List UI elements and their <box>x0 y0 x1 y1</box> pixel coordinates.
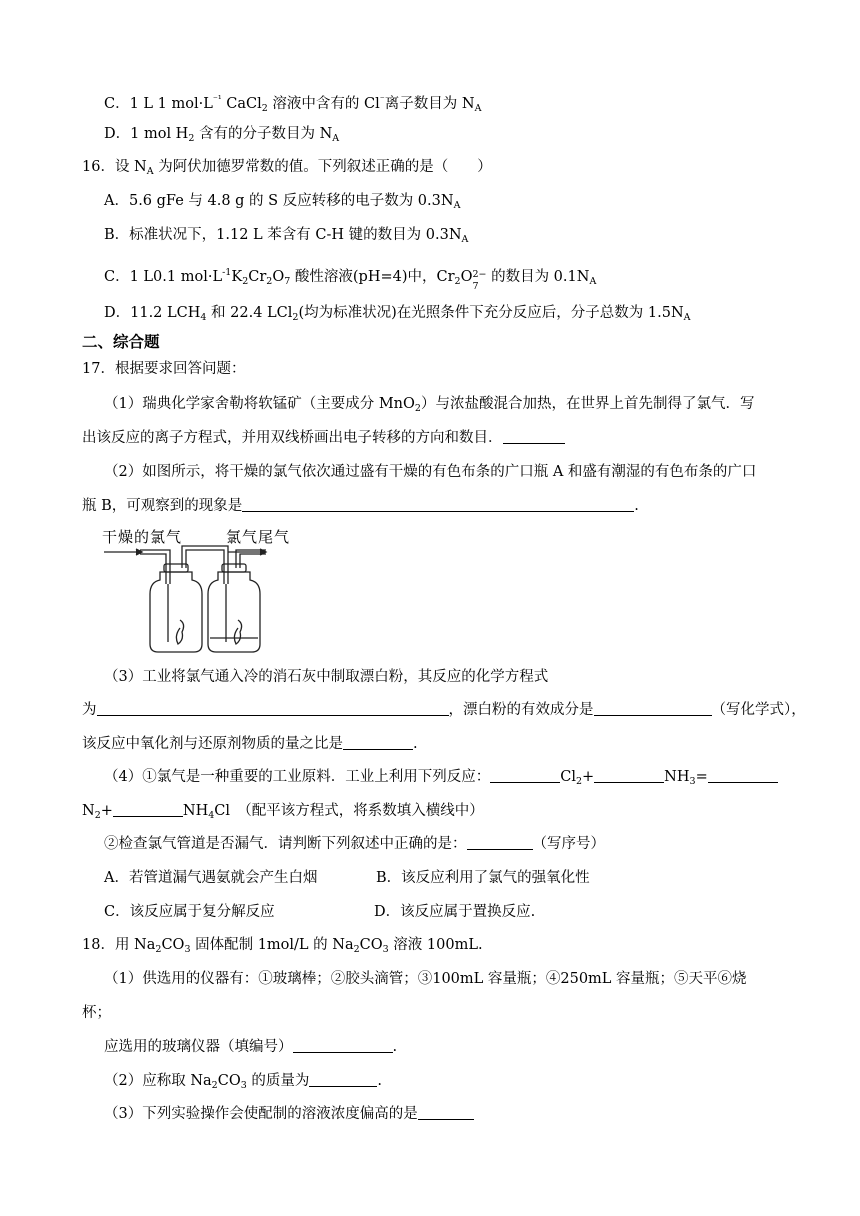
q17-part3-line2 <box>82 700 806 720</box>
answer-blank[interactable] <box>467 835 533 850</box>
text: （2）应称取 Na <box>104 1073 212 1089</box>
text: CO <box>161 937 185 953</box>
text: 酸性溶液(pH=4)中，Cr <box>290 269 455 285</box>
text: O <box>272 269 285 285</box>
subscript: 2 <box>211 1080 218 1091</box>
text: Cr <box>248 269 267 285</box>
text: （写序号） <box>532 836 605 852</box>
text: K <box>231 269 243 285</box>
text: D．1 mol H <box>104 126 189 142</box>
q15-option-c <box>104 90 481 119</box>
text: 含有的分子数目为 N <box>194 126 333 142</box>
superscript: -1 <box>222 267 232 278</box>
text: 16．设 N <box>82 159 147 175</box>
answer-blank[interactable] <box>309 1072 377 1087</box>
superscript: 2− <box>472 269 487 280</box>
text: ）与浓盐酸混合加热，在世界上首先制得了氯气．写 <box>420 396 755 412</box>
q18-part3 <box>104 1104 474 1124</box>
answer-blank[interactable] <box>97 701 449 716</box>
text: 瓶 B，可观察到的现象是 <box>82 498 243 514</box>
figure-label-dry-chlorine: 干燥的氯气 <box>102 528 183 546</box>
answer-blank[interactable] <box>503 429 565 444</box>
text: CO <box>217 1073 241 1089</box>
q18-part1-line2: 杯； <box>82 1005 111 1021</box>
q16-stem <box>82 157 492 182</box>
text: （4）①氯气是一种重要的工业原料．工业上利用下列反应： <box>104 769 491 785</box>
text: 18．用 Na <box>82 937 156 953</box>
subscript: 2 <box>414 403 421 414</box>
q17-part4-line3 <box>104 834 605 854</box>
subscript: 2 <box>242 276 249 287</box>
q18-part1-line1: （1）供选用的仪器有：①玻璃棒；②胶头滴管；③100mL 容量瓶；④250mL 容量瓶；⑤天平⑥烧 <box>104 971 747 987</box>
superscript: ⁻ <box>379 94 385 105</box>
text: CaCl <box>221 96 262 112</box>
q17-part3-line1: （3）工业将氯气通入冷的消石灰中制取漂白粉，其反应的化学方程式 <box>104 669 549 685</box>
text: ②检查氯气管道是否漏气．请判断下列叙述中正确的是： <box>104 836 467 852</box>
q17-part2-line2 <box>82 496 639 516</box>
q17-option-a: A．若管道漏气遇氨就会产生白烟 <box>104 870 318 886</box>
answer-blank[interactable] <box>594 768 664 783</box>
text: C．1 L0.1 mol·L <box>104 269 223 285</box>
q18-part1-line3 <box>104 1037 397 1057</box>
text: 离子数目为 N <box>384 96 475 112</box>
answer-blank[interactable] <box>490 768 560 783</box>
text: = <box>695 769 708 785</box>
text: CO <box>359 937 383 953</box>
subscript: 2 <box>94 810 101 821</box>
text: O <box>460 269 473 285</box>
q17-part4-line2 <box>82 801 484 826</box>
text: . <box>634 498 639 514</box>
subscript: 7 <box>284 276 291 287</box>
q17-option-b: B．该反应利用了氯气的强氧化性 <box>376 870 590 886</box>
subscript: 4 <box>208 810 215 821</box>
subscript: A <box>453 200 461 211</box>
text: B．标准状况下，1.12 L 苯含有 C-H 键的数目为 0.3N <box>104 227 462 243</box>
text: D．11.2 LCH <box>104 305 201 321</box>
text: Cl <box>560 769 576 785</box>
subscript: A <box>683 312 691 323</box>
text: 出该反应的离子方程式，并用双线桥画出电子转移的方向和数目． <box>82 430 503 446</box>
subscript: 7 <box>472 281 479 292</box>
answer-blank[interactable] <box>113 802 183 817</box>
text: 为阿伏加德罗常数的值。下列叙述正确的是（ ） <box>153 159 492 175</box>
section-title: 二、综合题 <box>82 332 160 351</box>
text: 为 <box>82 702 97 718</box>
text: A．5.6 gFe 与 4.8 g 的 S 反应转移的电子数为 0.3N <box>104 193 454 209</box>
q16-option-d <box>104 303 691 328</box>
text: Cl （配平该方程式，将系数填入横线中） <box>214 803 484 819</box>
text: . <box>377 1073 382 1089</box>
subscript: 3 <box>689 776 696 787</box>
text: + <box>582 769 595 785</box>
text: C．1 L 1 mol·L <box>104 96 213 112</box>
subscript: 2 <box>261 103 268 114</box>
answer-blank[interactable] <box>418 1105 474 1120</box>
apparatus-figure <box>100 524 310 656</box>
text: （3）下列实验操作会使配制的溶液浓度偏高的是 <box>104 1106 418 1122</box>
subscript: 2 <box>266 276 273 287</box>
answer-blank[interactable] <box>708 768 778 783</box>
subscript: 3 <box>382 944 389 955</box>
text: 固体配制 1mol/L 的 Na <box>190 937 354 953</box>
text: NH <box>664 769 690 785</box>
subscript: A <box>461 234 469 245</box>
text: ，漂白粉的有效成分是 <box>448 702 594 718</box>
ion-charge <box>472 267 487 292</box>
q17-part1-line1 <box>104 394 754 419</box>
figure-label-tail-gas: 氯气尾气 <box>226 528 291 546</box>
text: 该反应中氧化剂与还原剂物质的量之比是 <box>82 736 343 752</box>
text: 溶液 100mL. <box>388 937 483 953</box>
answer-blank[interactable] <box>293 1038 393 1053</box>
answer-blank[interactable] <box>594 701 712 716</box>
superscript: ⁻¹ <box>212 94 222 105</box>
subscript: 2 <box>292 312 299 323</box>
subscript: 2 <box>155 944 162 955</box>
text: 和 22.4 LCl <box>206 305 293 321</box>
text: （写化学式）， <box>711 702 806 718</box>
q18-stem <box>82 935 483 960</box>
subscript: 4 <box>200 312 207 323</box>
text: + <box>100 803 113 819</box>
q17-part3-line3 <box>82 734 418 754</box>
answer-blank[interactable] <box>242 497 634 512</box>
q15-option-d <box>104 124 339 149</box>
subscript: A <box>589 276 597 287</box>
text: N <box>82 803 95 819</box>
apparatus-drawing <box>100 524 310 656</box>
text: (均为标准状况)在光照条件下充分反应后，分子总数为 1.5N <box>298 305 684 321</box>
subscript: 2 <box>353 944 360 955</box>
subscript: 3 <box>184 944 191 955</box>
text: NH <box>182 803 209 819</box>
q17-stem: 17．根据要求回答问题： <box>82 361 246 377</box>
q18-part2 <box>104 1071 382 1096</box>
q17-part2-line1: （2）如图所示，将干燥的氯气依次通过盛有干燥的有色布条的广口瓶 A 和盛有潮湿的有色布条的广口 <box>104 464 757 480</box>
subscript: 2 <box>454 276 461 287</box>
q16-option-b <box>104 225 468 250</box>
subscript: A <box>474 103 482 114</box>
subscript: A <box>146 166 154 177</box>
q16-option-a <box>104 191 460 216</box>
text: 溶液中含有的 Cl <box>267 96 380 112</box>
subscript: 2 <box>188 133 195 144</box>
subscript: 3 <box>240 1080 247 1091</box>
q17-part1-line2 <box>82 428 565 448</box>
text: . <box>392 1039 398 1055</box>
q17-option-c: C．该反应属于复分解反应 <box>104 904 275 920</box>
answer-blank[interactable] <box>343 735 413 750</box>
subscript: A <box>332 133 340 144</box>
text: （1）瑞典化学家舍勒将软锰矿（主要成分 MnO <box>104 396 415 412</box>
q16-option-c <box>104 263 596 292</box>
text: 的数目为 0.1N <box>486 269 590 285</box>
q17-part4-line1 <box>104 767 778 792</box>
text: 应选用的玻璃仪器（填编号） <box>104 1039 293 1055</box>
text: . <box>413 736 418 752</box>
subscript: 2 <box>575 776 583 787</box>
q17-option-d: D．该反应属于置换反应. <box>374 904 536 920</box>
text: 的质量为 <box>246 1073 310 1089</box>
